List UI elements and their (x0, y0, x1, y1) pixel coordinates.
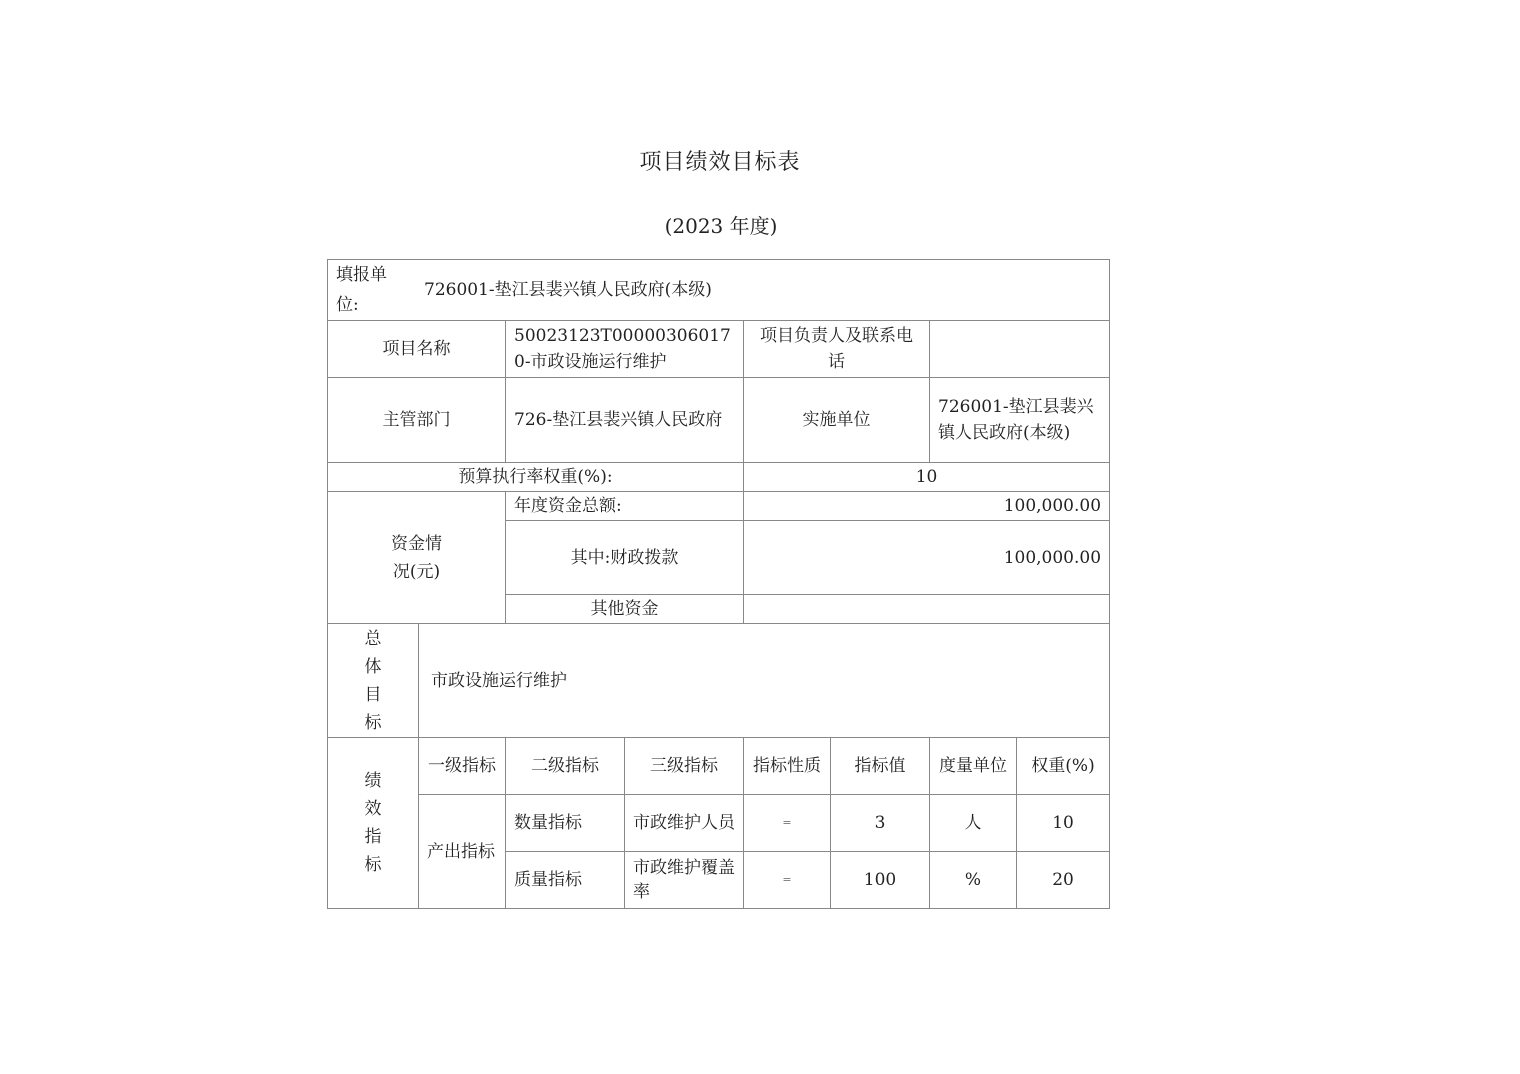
unit-label: 填报单位: (336, 265, 387, 315)
header-weight: 权重(%) (1017, 738, 1110, 795)
budget-weight-value: 10 (744, 463, 1110, 492)
indicator-nature: = (744, 852, 831, 909)
budget-weight-label: 预算执行率权重(%): (328, 463, 744, 492)
indicator-unit: 人 (930, 795, 1017, 852)
goal-label (328, 624, 419, 738)
project-contact-value (930, 321, 1110, 378)
funds-total-label: 年度资金总额: (506, 492, 744, 521)
impl-unit-label: 实施单位 (744, 378, 930, 463)
indicators-label-text: 绩效指标 (364, 771, 382, 875)
document-subtitle: (2023 年度) (664, 214, 778, 238)
level2-indicator: 数量指标 (506, 795, 625, 852)
unit-row (328, 260, 1110, 321)
project-contact-label: 项目负责人及联系电话 (744, 321, 930, 378)
funds-total-value: 100,000.00 (744, 492, 1110, 521)
level1-indicator: 产出指标 (419, 795, 506, 909)
indicator-header-row (328, 738, 1110, 795)
funds-label-text: 资金情况(元) (391, 533, 442, 582)
impl-unit-value: 726001-垫江县裴兴镇人民政府(本级) (930, 378, 1110, 463)
indicator-weight: 10 (1017, 795, 1110, 852)
header-level1: 一级指标 (419, 738, 506, 795)
unit-cell (328, 260, 1110, 321)
project-name-label: 项目名称 (328, 321, 506, 378)
funds-other-value (744, 595, 1110, 624)
indicator-value: 3 (831, 795, 930, 852)
document-title: 项目绩效目标表 (639, 150, 801, 175)
header-nature: 指标性质 (744, 738, 831, 795)
funds-label (328, 492, 506, 624)
header-unit: 度量单位 (930, 738, 1017, 795)
funds-fiscal-label: 其中:财政拨款 (506, 521, 744, 595)
header-level3: 三级指标 (625, 738, 744, 795)
table-row (328, 795, 1110, 852)
indicator-unit: % (930, 852, 1017, 909)
header-value: 指标值 (831, 738, 930, 795)
indicators-label (328, 738, 419, 909)
header-level2: 二级指标 (506, 738, 625, 795)
level3-indicator: 市政维护人员 (625, 795, 744, 852)
funds-other-label: 其他资金 (506, 595, 744, 624)
goal-value: 市政设施运行维护 (419, 624, 1110, 738)
level3-indicator: 市政维护覆盖率 (625, 852, 744, 909)
level2-indicator: 质量指标 (506, 852, 625, 909)
project-row (328, 321, 1110, 378)
project-name-value: 50023123T000003060170-市政设施运行维护 (506, 321, 744, 378)
goal-row (328, 624, 1110, 738)
indicator-value: 100 (831, 852, 930, 909)
goal-label-text: 总体目标 (364, 628, 382, 733)
indicator-nature: = (744, 795, 831, 852)
indicator-weight: 20 (1017, 852, 1110, 909)
unit-value: 726001-垫江县裴兴镇人民政府(本级) (424, 280, 712, 300)
dept-value: 726-垫江县裴兴镇人民政府 (506, 378, 744, 463)
dept-label: 主管部门 (328, 378, 506, 463)
performance-goal-table (327, 259, 1110, 909)
dept-row (328, 378, 1110, 463)
funds-fiscal-value: 100,000.00 (744, 521, 1110, 595)
funds-total-row (328, 492, 1110, 521)
budget-row (328, 463, 1110, 492)
